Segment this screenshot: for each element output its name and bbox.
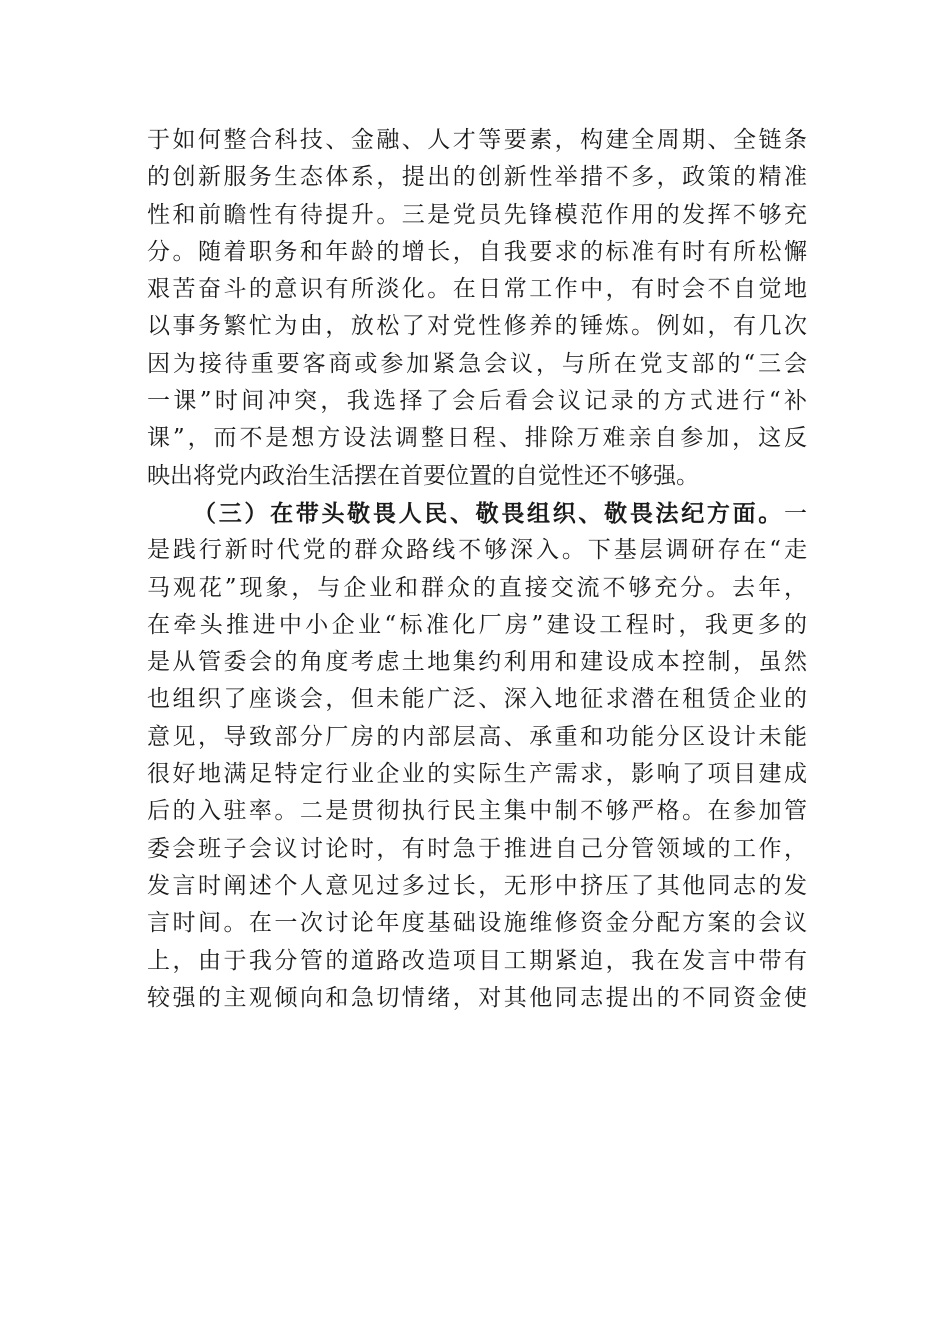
section-heading-line [147,495,807,532]
text-line: 很好地满足特定行业企业的实际生产需求，影响了项目建成 [147,761,807,788]
text-line: 一课”时间冲突，我选择了会后看会议记录的方式进行“补 [147,388,807,415]
text-line: 于如何整合科技、金融、人才等要素，构建全周期、全链条 [147,127,807,153]
text-line: 上，由于我分管的道路改造项目工期紧迫，我在发言中带有 [147,947,807,974]
text-line: 映出将党内政治生活摆在首要位置的自觉性还不够强。 [147,462,699,489]
body-text [147,122,807,1017]
text-line: 在牵头推进中小企业“标准化厂房”建设工程时，我更多的 [147,611,807,638]
text-line: 艰苦奋斗的意识有所淡化。在日常工作中，有时会不自觉地 [147,276,807,303]
text-line: 是从管委会的角度考虑土地集约利用和建设成本控制，虽然 [147,649,807,676]
text-line: 发言时阐述个人意见过多过长，无形中挤压了其他同志的发 [147,872,807,899]
text-line: 课”，而不是想方设法调整日程、排除万难亲自参加，这反 [147,425,807,452]
text-line: 也组织了座谈会，但未能广泛、深入地征求潜在租赁企业的 [147,686,807,713]
text-line: 以事务繁忙为由，放松了对党性修养的锤炼。例如，有几次 [147,313,807,340]
text-line: 分。随着职务和年龄的增长，自我要求的标准有时有所松懈 [147,238,807,265]
text-line: 性和前瞻性有待提升。三是党员先锋模范作用的发挥不够充 [147,201,807,228]
text-line: 较强的主观倾向和急切情绪，对其他同志提出的不同资金使 [147,984,807,1011]
section-heading: （三）在带头敬畏人民、敬畏组织、敬畏法纪方面。 [193,499,784,527]
text-line: 意见，导致部分厂房的内部层高、承重和功能分区设计未能 [147,723,807,750]
text-line: 言时间。在一次讨论年度基础设施维修资金分配方案的会议 [147,910,807,937]
text-line: 马观花”现象，与企业和群众的直接交流不够充分。去年， [147,574,807,601]
text-line: 是践行新时代党的群众路线不够深入。下基层调研存在“走 [147,537,807,564]
section-heading-tail: 一 [784,500,807,527]
text-line: 的创新服务生态体系，提出的创新性举措不多，政策的精准 [147,164,807,191]
text-line: 委会班子会议讨论时，有时急于推进自己分管领域的工作， [147,835,807,862]
text-line: 因为接待重要客商或参加紧急会议，与所在党支部的“三会 [147,350,807,377]
text-line: 后的入驻率。二是贯彻执行民主集中制不够严格。在参加管 [147,798,807,825]
